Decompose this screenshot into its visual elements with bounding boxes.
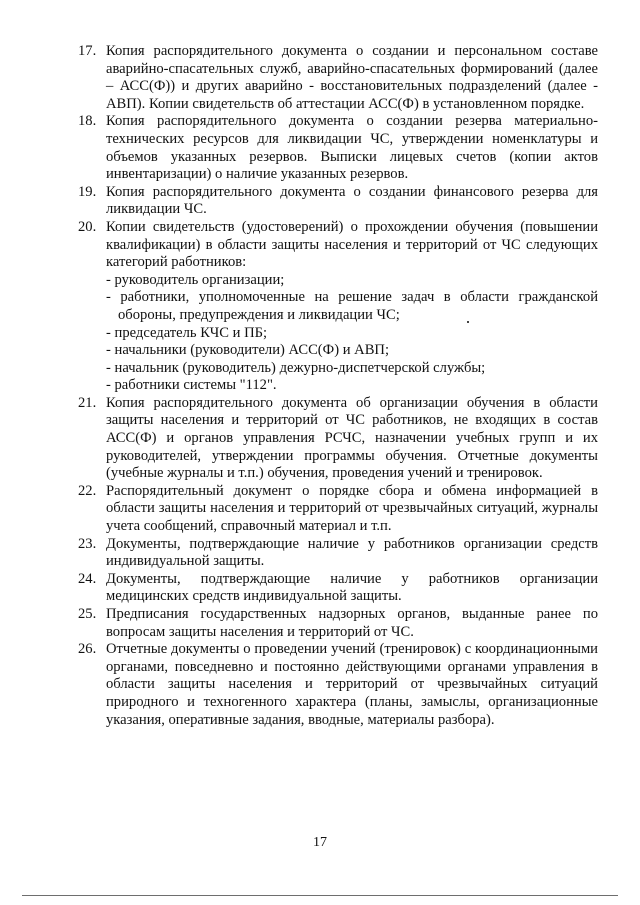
list-item-number: 23.: [78, 535, 97, 552]
list-item-text: Копия распорядительного документа о создании резерва материально-технических ресурсов для ликвидации ЧС, утверждении номенклатуры и объемов указанных резервов. Выписки лицевых счетов (копии актов инвентаризации) о наличие указанных резервов.: [106, 113, 598, 183]
list-item-text: Копия распорядительного документа об организации обучения в области защиты населения и территорий от ЧС работников, не входящих в состав АСС(Ф) и органов управления РСЧС, назначении учебных групп и их руководителей, утверждении программы обучения. Отчетные документы (учебные журналы и т.п.) обучения, проведения учений и тренировок.: [106, 394, 598, 482]
list-item-text: Распорядительный документ о порядке сбора и обмена информацией в области защиты населения и территорий от чрезвычайных ситуаций, журналы учета сообщений, справочный материал и т.п.: [106, 482, 598, 535]
list-item-number: 21.: [78, 394, 97, 411]
list-item-number: 18.: [78, 113, 97, 130]
list-item: [78, 113, 598, 183]
list-item-number: 25.: [78, 606, 97, 622]
list-item: [78, 483, 598, 536]
sub-list-item: - работники системы "112".: [106, 377, 277, 394]
list-item-number: 19.: [78, 183, 97, 200]
list-item-text: Предписания государственных надзорных органов, выданные ранее по вопросам защиты населения и территорий от ЧС.: [106, 606, 598, 640]
list-item-body: [106, 395, 598, 483]
list-item-text: Копия распорядительного документа о создании финансового резерва для ликвидации ЧС.: [106, 183, 598, 218]
list-item-text: Отчетные документы о проведении учений (тренировок) с координационными органами, повседневно и постоянно действующими органами управления в области защиты населения и территорий от чрезвычайных ситуаций природного и техногенного характера (планы, замыслы, организационные указания, оперативные задания, вводные, материалы разбора).: [106, 641, 598, 728]
list-item-body: [106, 43, 598, 113]
list-item-number: 24.: [78, 570, 97, 587]
list-item: [78, 395, 598, 483]
list-item-text: Документы, подтверждающие наличие у работников организации медицинских средств индивидуальной защиты.: [106, 570, 598, 605]
list-item-text: Копии свидетельств (удостоверений) о прохождении обучения (повышении квалификации) в области защиты населения и территорий от ЧС следующих категорий работников:: [106, 218, 598, 271]
requirements-list: [78, 43, 598, 729]
list-item: [78, 184, 598, 219]
list-item-number: 17.: [78, 43, 97, 59]
sub-list-item: - начальники (руководители) АСС(Ф) и АВП;: [106, 342, 390, 359]
list-item-text: Документы, подтверждающие наличие у работников организации средств индивидуальной защиты.: [106, 535, 598, 570]
list-item-body: [106, 606, 598, 641]
list-item-body: [106, 536, 598, 571]
list-item: [78, 641, 598, 729]
list-item-body: [106, 571, 598, 606]
scan-speck: [467, 321, 469, 323]
sub-list-item: - начальник (руководитель) дежурно-диспетчерской службы;: [106, 359, 486, 376]
list-item-body: [106, 219, 598, 395]
sub-list-item: - руководитель организации;: [106, 271, 285, 288]
list-item: [78, 43, 598, 113]
list-item: [78, 571, 598, 606]
page-bottom-rule: [22, 895, 618, 896]
list-item: [78, 536, 598, 571]
list-item: [78, 219, 598, 395]
list-item-text: Копия распорядительного документа о создании и персональном составе аварийно-спасательных служб, аварийно-спасательных формирований (далее – АСС(Ф)) и других аварийно - восстановительных подразделений (далее - АВП). Копии свидетельств об аттестации АСС(Ф) в установленном порядке.: [106, 43, 598, 112]
list-item: [78, 606, 598, 641]
list-item-body: [106, 483, 598, 536]
list-item-number: 20.: [78, 218, 97, 235]
list-item-number: 22.: [78, 482, 97, 499]
page-number: 17: [313, 835, 327, 850]
list-item-body: [106, 113, 598, 183]
sub-list-item: - работники, уполномоченные на решение задач в области гражданской обороны, предупреждения и ликвидации ЧС;: [106, 289, 598, 323]
sub-list-item: - председатель КЧС и ПБ;: [106, 324, 268, 341]
list-item-number: 26.: [78, 641, 97, 658]
list-item-body: [106, 184, 598, 219]
list-item-body: [106, 641, 598, 729]
sub-list: [106, 272, 598, 395]
